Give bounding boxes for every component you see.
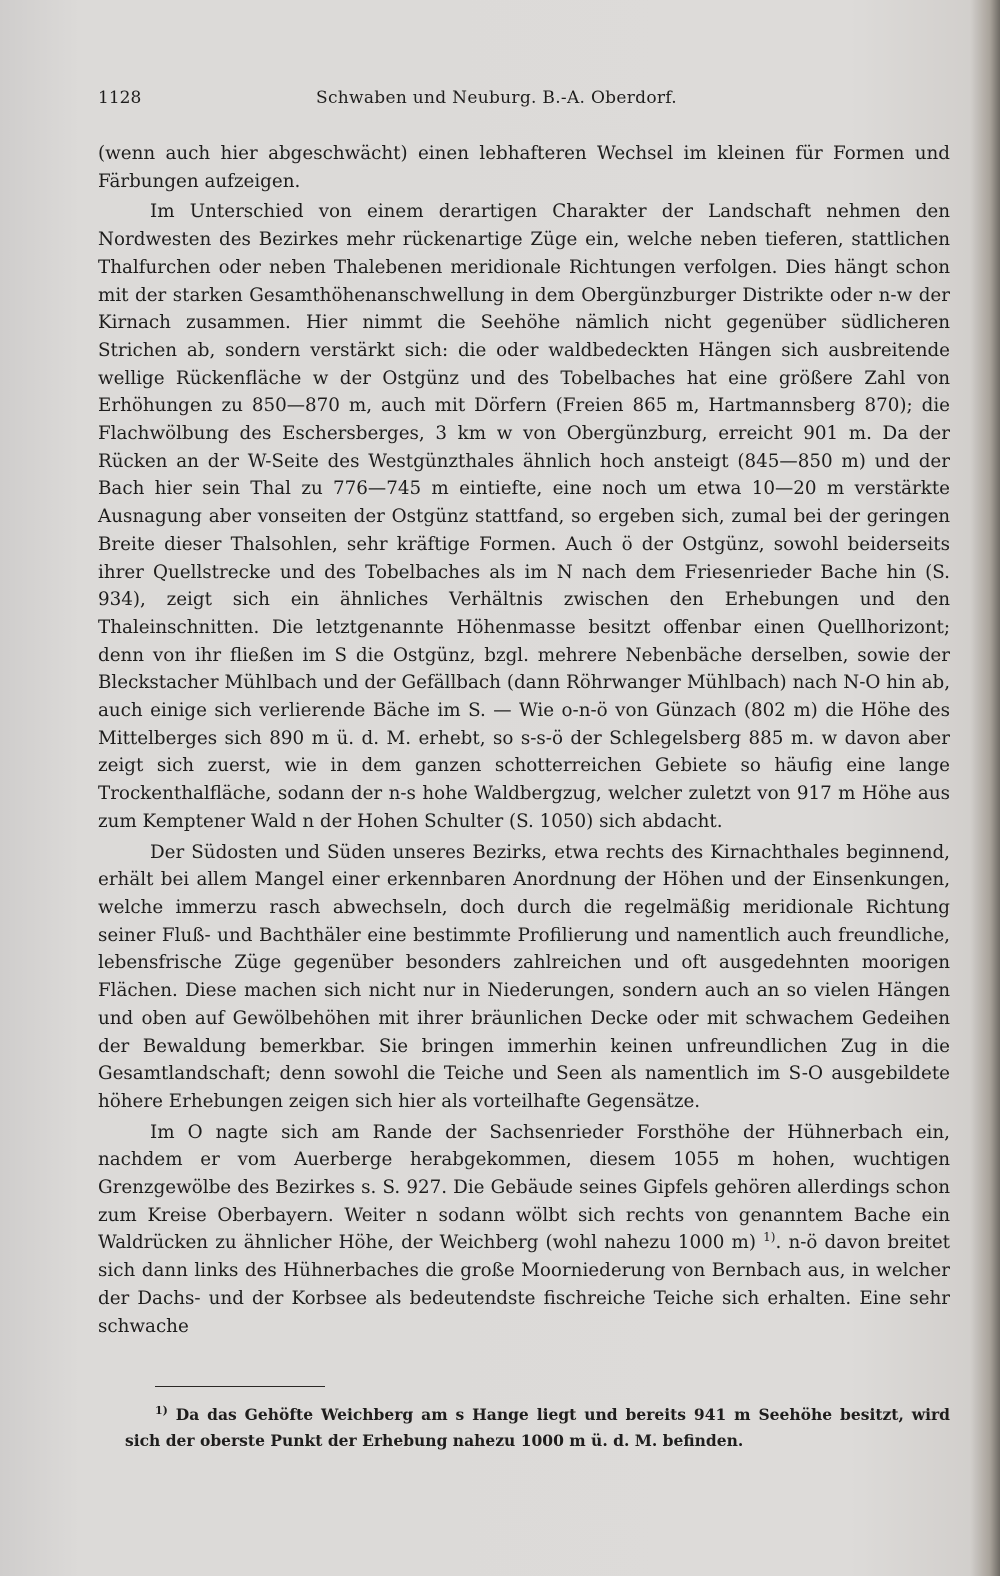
footnote-text: Da das Gehöfte Weichberg am s Hange liegt und bereits 941 m Seehöhe besitzt, wird sich der oberste Punkt der Erhebung nahezu 1000 m ü. d. M. befinden. — [125, 1405, 950, 1450]
paragraph-2: Im Unterschied von einem derartigen Charakter der Landschaft nehmen den Nordwesten des Bezirkes mehr rückenartige Züge ein, welche neben tieferen, stattlichen Thalfurchen oder neben Thalebenen meridionale Richtungen verfolgen. Dies hängt schon mit der starken Gesamthöhenanschwellung in dem Obergünzburger Distrikte oder n-w der Kirnach zusammen. Hier nimmt die Seehöhe nämlich nicht gegenüber südlicheren Strichen ab, sondern verstärkt sich: die oder waldbedeckten Hängen sich ausbreitende wellige Rückenfläche w der Ostgünz und des Tobelbaches hat eine größere Zahl von Erhöhungen zu 850—870 m, auch mit Dörfern (Freien 865 m, Hartmannsberg 870); die Flachwölbung des Eschersberges, 3 km w von Obergünzburg, erreicht 901 m. Da der Rücken an der W-Seite des Westgünzthales ähnlich hoch ansteigt (845—850 m) und der Bach hier sein Thal zu 776—745 m eintiefte, eine noch um etwa 10—20 m verstärkte Ausnagung aber vonseiten der Ostgünz stattfand, so ergeben sich, zumal bei der geringen Breite dieser Thalsohlen, sehr kräftige Formen. Auch ö der Ostgünz, sowohl beiderseits ihrer Quellstrecke und des Tobelbaches als im N nach dem Friesenrieder Bache hin (S. 934), zeigt sich ein ähnliches Verhältnis zwischen den Erhebungen und den Thaleinschnitten. Die letztgenannte Höhenmasse besitzt offenbar einen Quellhorizont; denn von ihr fließen im S die Ostgünz, bzgl. mehrere Nebenbäche derselben, sowie der Bleckstacher Mühlbach und der Gefällbach (dann Röhrwanger Mühlbach) nach N-O hin ab, auch einige sich verlierende Bäche im S. — Wie o-n-ö von Günzach (802 m) die Höhe des Mittelberges sich 890 m ü. d. M. erhebt, so s-s-ö der Schlegelsberg 885 m. w davon aber zeigt sich zuerst, wie in dem ganzen schotterreichen Gebiete so häufig eine lange Trockenthalfläche, sodann der n-s hohe Waldbergzug, welcher zuletzt von 917 m Höhe aus zum Kemptener Wald n der Hohen Schulter (S. 1050) sich abdacht. — [98, 201, 950, 832]
body-text — [98, 140, 950, 1340]
paragraph-4: Im O nagte sich am Rande der Sachsenrieder Forsthöhe der Hühnerbach ein, nachdem er vom Auerberge herabgekommen, diesem 1055 m hohen, wuchtigen Grenzgewölbe des Bezirkes s. S. 927. Die Gebäude seines Gipfels gehören allerdings schon zum Kreise Oberbayern. Weiter n sodann wölbt sich rechts von genanntem Bache ein Waldrücken zu ähnlicher Höhe, der Weichberg (wohl nahezu 1000 m) $^{1)}$. n-ö davon breitet sich dann links des Hühnerbaches die große Moorniederung von Bernbach aus, in welcher der Dachs- und der Korbsee als bedeutendste fischreiche Teiche sich erhalten. Eine sehr schwache — [98, 1121, 951, 1337]
paragraph-4-continuation: n-ö davon breitet sich dann links des Hühnerbaches die große Moorniederung von Bernbach aus, in welcher der Dachs- und der Korbsee als bedeutendste fischreiche Teiche sich erhalten. Eine sehr schwache — [98, 1232, 951, 1337]
footnote — [125, 1402, 950, 1454]
paragraph-1: (wenn auch hier abgeschwächt) einen lebhafteren Wechsel im kleinen für Formen und Färbungen aufzeigen. — [98, 143, 950, 192]
page-number: 1128 — [98, 88, 142, 108]
paragraph-3: Der Südosten und Süden unseres Bezirks, etwa rechts des Kirnachthales beginnend, erhält bei allem Mangel einer erkennbaren Anordnung der Höhen und der Einsenkungen, welche immerzu rasch abwechseln, doch durch die regelmäßig meridionale Richtung seiner Fluß- und Bachthäler eine bestimmte Profilierung und namentlich auch freundliche, lebensfrische Züge gegenüber besonders zahlreichen und oft ausgedehnten moorigen Flächen. Diese machen sich nicht nur in Niederungen, sondern auch an so vielen Hängen und oben auf Gewölbehöhen mit ihrer bräunlichen Decke oder mit schwachem Gedeihen der Bewaldung bemerkbar. Sie bringen immerhin keinen unfreundlichen Zug in die Gesamtlandschaft; denn sowohl die Teiche und Seen als namentlich im S-O ausgebildete höhere Erhebungen zeigen sich hier als vorteilhafte Gegensätze. — [98, 841, 950, 1112]
running-title: Schwaben und Neuburg. B.-A. Oberdorf. — [316, 88, 677, 108]
footnote-divider — [155, 1386, 325, 1387]
footnote-reference: 1) — [763, 1230, 776, 1245]
footnote-marker: 1) — [155, 1403, 168, 1417]
paragraph-4-text: Im O nagte sich am Rande der Sachsenrieder Forsthöhe der Hühnerbach ein, nachdem er vom Auerberge herabgekommen, diesem 1055 m hohen, wuchtigen Grenzgewölbe des Bezirkes s. S. 927. Die Gebäude seines Gipfels gehören allerdings schon zum Kreise Oberbayern. Weiter n sodann wölbt sich rechts von genanntem Bache ein Waldrücken zu ähnlicher Höhe, der Weichberg (wohl nahezu 1000 m) — [98, 1121, 950, 1254]
running-head — [98, 88, 958, 114]
